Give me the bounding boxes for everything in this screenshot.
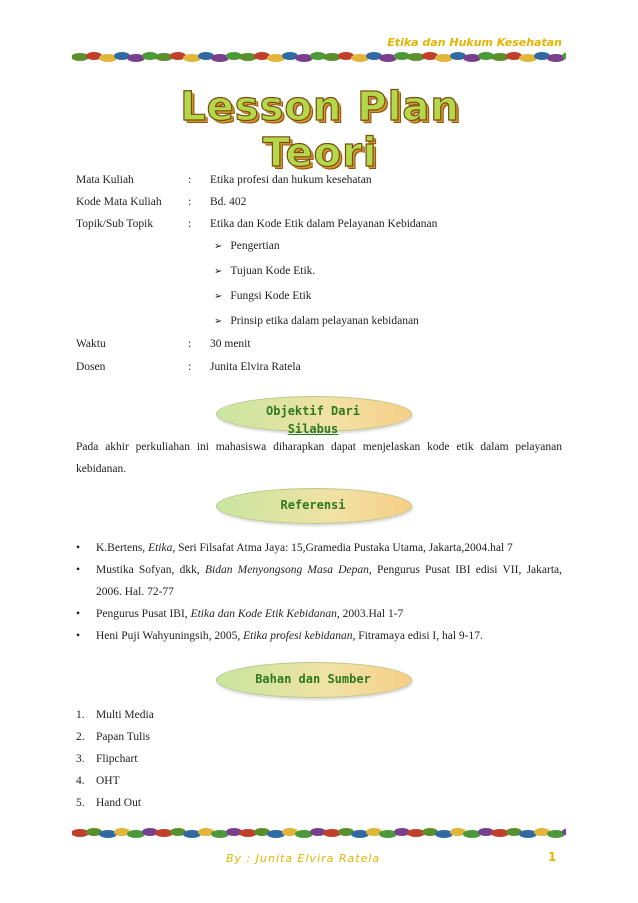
subtopic-item — [214, 240, 280, 252]
list-text: OHT — [96, 775, 120, 787]
objektif-heading-line2: Silabus — [287, 422, 339, 436]
reference-publisher: Fitramaya edisi I, hal 9-17. — [355, 630, 483, 642]
list-text: Multi Media — [96, 709, 154, 721]
objektif-heading-line1: Objektif Dari — [266, 404, 360, 418]
info-kode — [76, 196, 246, 208]
arrow-bullet-icon: ➢ — [214, 291, 223, 302]
decorative-border-top — [72, 50, 566, 64]
info-colon: : — [188, 218, 192, 230]
info-colon: : — [188, 338, 192, 350]
info-colon: : — [188, 196, 192, 208]
list-item — [76, 731, 150, 743]
subtopic-text: Tujuan Kode Etik. — [230, 265, 316, 277]
info-label: Dosen — [76, 361, 106, 373]
list-number: 3. — [76, 753, 85, 765]
referensi-heading: Referensi — [280, 498, 346, 512]
bullet-icon: • — [76, 608, 81, 620]
reference-item — [76, 559, 562, 603]
info-colon: : — [188, 174, 192, 186]
reference-author: Pengurus Pusat IBI, — [96, 608, 191, 620]
info-waktu — [76, 338, 251, 350]
header-title: Etika dan Hukum Kesehatan — [387, 36, 562, 49]
list-number: 2. — [76, 731, 85, 743]
info-colon: : — [188, 361, 192, 373]
reference-publisher: Pengurus Pusat IBI edisi VII, Jakarta, 2006. Hal. 72-77 — [96, 564, 563, 598]
info-value: Junita Elvira Ratela — [210, 361, 301, 373]
info-value: Bd. 402 — [210, 196, 247, 208]
subtopic-text: Pengertian — [230, 240, 280, 252]
info-label: Topik/Sub Topik — [76, 218, 154, 230]
reference-author: Heni Puji Wahyuningsih, 2005, — [96, 630, 244, 642]
reference-item — [76, 537, 562, 559]
subtopic-text: Fungsi Kode Etik — [230, 290, 312, 302]
info-value: Etika profesi dan hukum kesehatan — [210, 174, 372, 186]
reference-item — [76, 625, 562, 647]
list-text: Flipchart — [96, 753, 138, 765]
bullet-icon: • — [76, 564, 81, 576]
info-label: Mata Kuliah — [76, 174, 134, 186]
list-item — [76, 797, 141, 809]
subtopic-item — [214, 315, 419, 327]
arrow-bullet-icon: ➢ — [214, 241, 223, 252]
info-value: 30 menit — [210, 338, 251, 350]
bahan-heading: Bahan dan Sumber — [255, 672, 371, 686]
reference-title: Etika, — [148, 542, 176, 554]
arrow-bullet-icon: ➢ — [214, 266, 223, 277]
arrow-bullet-icon: ➢ — [214, 316, 223, 327]
reference-item — [76, 603, 562, 625]
info-label: Waktu — [76, 338, 106, 350]
info-label: Kode Mata Kuliah — [76, 196, 162, 208]
list-number: 5. — [76, 797, 85, 809]
list-item — [76, 753, 138, 765]
objektif-text: Pada akhir perkuliahan ini mahasiswa diharapkan dapat menjelaskan kode etik dalam pelayanan kebidanan. — [76, 441, 562, 475]
list-item — [76, 709, 154, 721]
info-dosen — [76, 361, 301, 373]
footer-author: By : Junita Elvira Ratela — [226, 852, 381, 865]
info-topik — [76, 218, 437, 230]
list-item — [76, 775, 120, 787]
list-number: 4. — [76, 775, 85, 787]
page-number: 1 — [548, 850, 557, 864]
bullet-icon: • — [76, 542, 81, 554]
reference-author: Mustika Sofyan, dkk, — [96, 564, 205, 576]
info-mata-kuliah — [76, 174, 372, 186]
reference-title: Etika profesi kebidanan, — [243, 630, 356, 642]
reference-title: Etika dan Kode Etik Kebidanan — [190, 608, 337, 620]
list-text: Hand Out — [96, 797, 142, 809]
list-number: 1. — [76, 709, 85, 721]
subtopic-item — [214, 265, 315, 277]
bullet-icon: • — [76, 630, 81, 642]
subtopic-item — [214, 290, 312, 302]
reference-title: Bidan Menyongsong Masa Depan, — [204, 564, 372, 576]
lesson-plan-title: Lesson Plan Teori — [180, 84, 460, 176]
reference-publisher: Seri Filsafat Atma Jaya: 15,Gramedia Pustaka Utama, Jakarta,2004.hal 7 — [175, 542, 513, 554]
info-value: Etika dan Kode Etik dalam Pelayanan Kebidanan — [210, 218, 438, 230]
decorative-border-bottom — [72, 826, 566, 840]
reference-author: K.Bertens, — [96, 542, 149, 554]
subtopic-text: Prinsip etika dalam pelayanan kebidanan — [230, 315, 419, 327]
reference-publisher: , 2003.Hal 1-7 — [336, 608, 404, 620]
list-text: Papan Tulis — [96, 731, 151, 743]
